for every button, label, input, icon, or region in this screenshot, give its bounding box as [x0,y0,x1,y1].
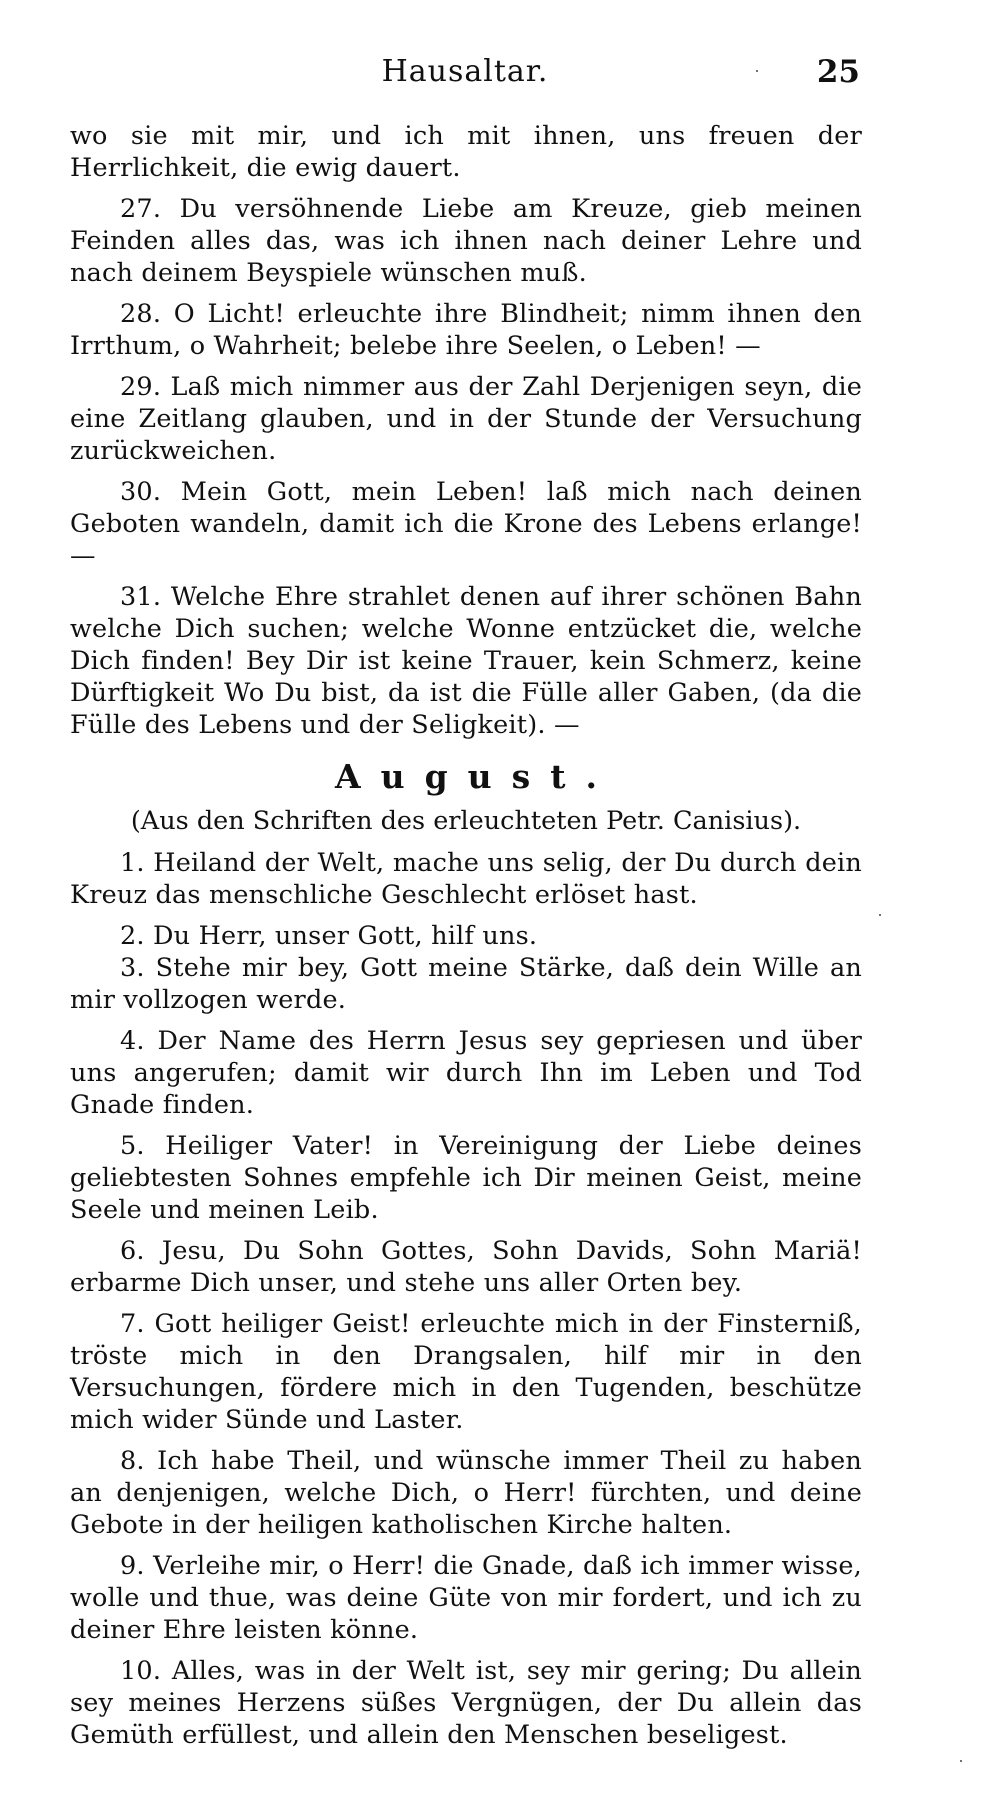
paper-speck [756,70,758,72]
august-prayer-9: 9. Verleihe mir, o Herr! die Gnade, daß ich immer wisse, wolle und thue, was deine Güte von mir fordert, und ich zu deiner Ehre leisten könne. [70,1551,862,1645]
body-text [70,120,862,1760]
august-prayer-4: 4. Der Name des Herrn Jesus sey gepriesen und über uns angerufen; damit wir durch Ihn im Leben und Tod Gnade finden. [70,1026,862,1120]
running-title: Hausaltar. [381,54,549,89]
section-subtitle: (Aus den Schriften des erleuchteten Petr. Canisius). [130,806,802,836]
august-prayer-3: 3. Stehe mir bey, Gott meine Stärke, daß dein Wille an mir vollzogen werde. [70,953,862,1015]
prayer-28: 28. O Licht! erleuchte ihre Blindheit; nimm ihnen den Irrthum, o Wahrheit; belebe ihre Seelen, o Leben! — [70,299,862,361]
running-header [70,48,860,96]
prayer-29: 29. Laß mich nimmer aus der Zahl Derjenigen seyn, die eine Zeitlang glauben, und in der Stunde der Versuchung zurückweichen. [70,372,862,466]
paragraph-continuation: wo sie mit mir, und ich mit ihnen, uns freuen der Herrlichkeit, die ewig dauert. [70,121,862,183]
august-prayer-5: 5. Heiliger Vater! in Vereinigung der Liebe deines geliebtesten Sohnes empfehle ich Dir meinen Geist, meine Seele und meinen Leib. [70,1131,862,1225]
august-prayer-8: 8. Ich habe Theil, und wünsche immer Theil zu haben an denjenigen, welche Dich, o Herr! fürchten, und deine Gebote in der heiligen katholischen Kirche halten. [70,1446,862,1540]
august-prayer-10: 10. Alles, was in der Welt ist, sey mir gering; Du allein sey meines Herzens süßes Vergnügen, der Du allein das Gemüth erfüllest, und allein den Menschen beseligest. [70,1656,862,1750]
page-number: 25 [816,54,860,90]
prayer-30: 30. Mein Gott, mein Leben! laß mich nach deinen Geboten wandeln, damit ich die Krone des Lebens erlange! — [70,477,862,571]
prayer-31: 31. Welche Ehre strahlet denen auf ihrer schönen Bahn welche Dich suchen; welche Wonne entzücket die, welche Dich finden! Bey Dir ist keine Trauer, kein Schmerz, keine Dürftigkeit Wo Du bist, da ist die Fülle aller Gaben, (da die Fülle des Lebens und der Seligkeit). — [70,582,862,740]
section-title-august: August. [335,757,617,796]
paper-speck [960,1760,962,1762]
paper-speck [879,914,881,916]
august-prayer-1: 1. Heiland der Welt, mache uns selig, der Du durch dein Kreuz das menschliche Geschlecht erlöset hast. [70,848,862,910]
august-prayer-2: 2. Du Herr, unser Gott, hilf uns. [120,921,538,951]
august-prayer-6: 6. Jesu, Du Sohn Gottes, Sohn Davids, Sohn Mariä! erbarme Dich unser, und stehe uns aller Orten bey. [70,1236,862,1298]
august-prayer-7: 7. Gott heiliger Geist! erleuchte mich in der Finsterniß, tröste mich in den Drangsalen, hilf mir in den Versuchungen, fördere mich in den Tugenden, beschütze mich wider Sünde und Laster. [70,1309,862,1435]
prayer-27: 27. Du versöhnende Liebe am Kreuze, gieb meinen Feinden alles das, was ich ihnen nach deiner Lehre und nach deinem Beyspiele wünschen muß. [70,194,862,288]
